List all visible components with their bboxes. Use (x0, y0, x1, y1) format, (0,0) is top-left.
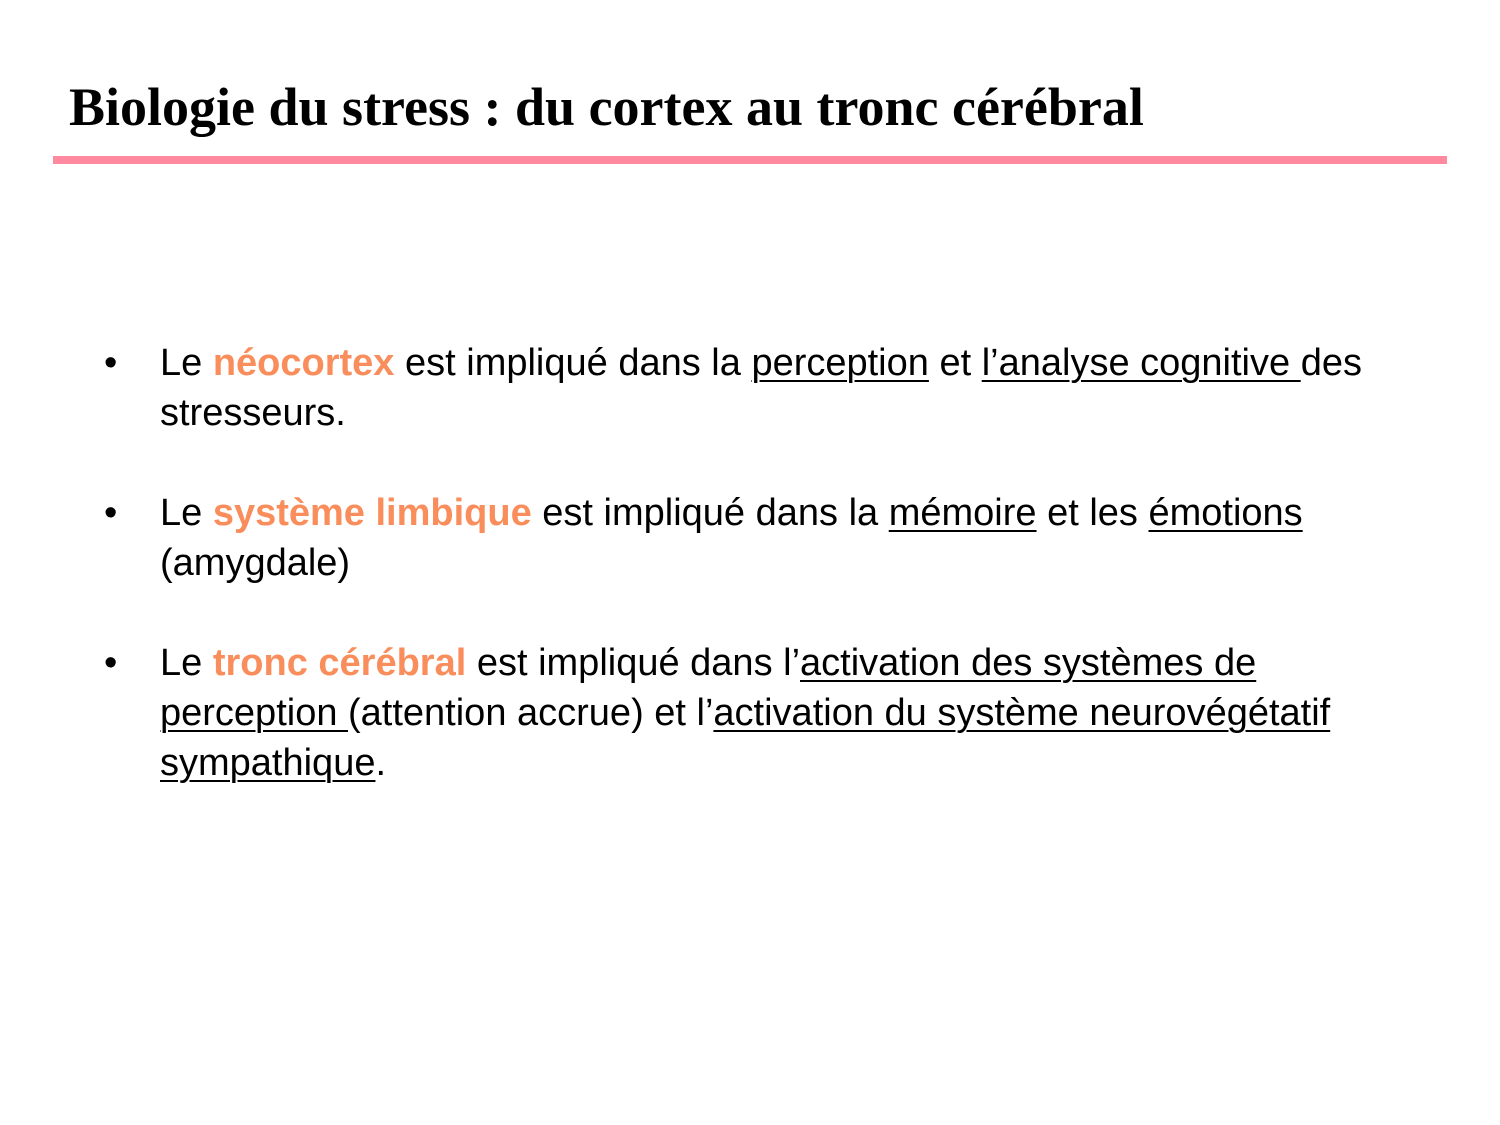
underlined-term: perception (751, 342, 929, 384)
text-segment: est impliqué dans la (394, 342, 752, 384)
text-segment: (amygdale) (160, 542, 351, 584)
bullet-item-tronc-cerebral (0, 638, 1500, 788)
bullet-text (160, 638, 1410, 788)
bullet-dot-icon: • (104, 642, 118, 684)
bullet-dot-icon: • (104, 342, 118, 384)
highlight-term: tronc cérébral (212, 642, 467, 684)
text-segment: Le (160, 642, 213, 684)
text-segment: (attention accrue) et l’ (348, 692, 714, 734)
underlined-term: émotions (1148, 492, 1303, 534)
title-underline-rule (53, 156, 1447, 164)
text-segment: est impliqué dans la (531, 492, 889, 534)
text-segment: des stresseurs. (160, 342, 1362, 434)
text-segment: et (928, 342, 982, 384)
highlight-term: néocortex (212, 342, 395, 384)
bullet-list (0, 338, 1500, 838)
underlined-term: activation du système neurovégétatif sympathique (160, 692, 1331, 784)
highlight-term: système limbique (212, 492, 532, 534)
text-segment: . (375, 742, 387, 784)
bullet-text (160, 338, 1410, 438)
underlined-term: activation des systèmes de perception (160, 642, 1257, 734)
text-segment: et les (1036, 492, 1149, 534)
bullet-item-systeme-limbique (0, 488, 1500, 588)
underlined-term: mémoire (888, 492, 1037, 534)
slide-title: Biologie du stress : du cortex au tronc cérébral (69, 77, 1144, 137)
underlined-term: l’analyse cognitive (981, 342, 1301, 384)
bullet-item-neocortex (0, 338, 1500, 438)
bullet-text (160, 488, 1410, 588)
bullet-dot-icon: • (104, 492, 118, 534)
text-segment: Le (160, 492, 213, 534)
text-segment: est impliqué dans l’ (466, 642, 801, 684)
text-segment: Le (160, 342, 213, 384)
